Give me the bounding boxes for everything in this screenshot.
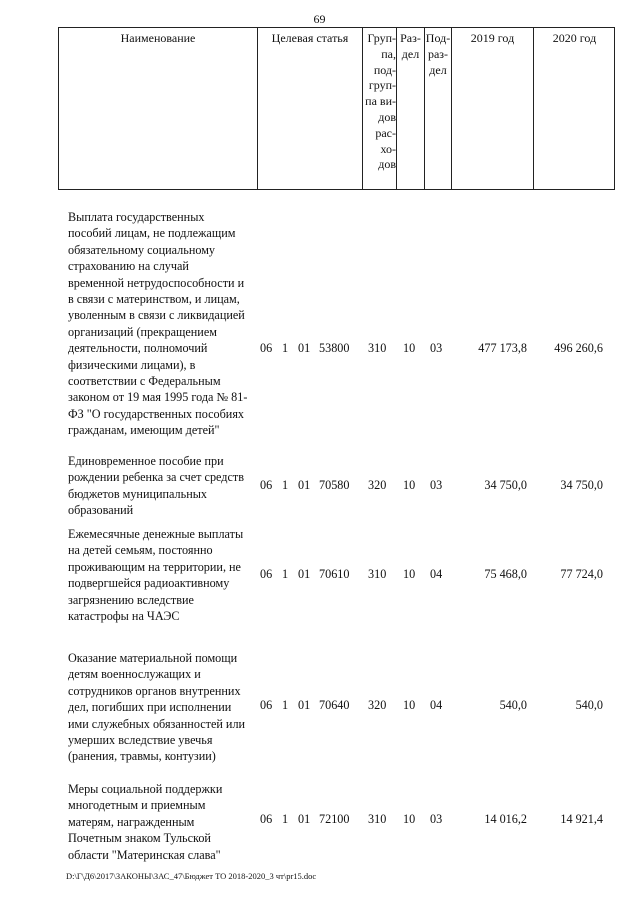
header-group-line: Груп- [367, 31, 396, 45]
row-name-line: рождении ребенка за счет средств [68, 470, 244, 485]
row-name [68, 526, 253, 624]
row-name-line: умерших вследствие увечья [68, 733, 213, 748]
row-name-line: организаций (прекращением [68, 324, 217, 339]
row-name-line: пособий лицам, не подлежащим [68, 226, 236, 241]
row-name-line: многодетным и приемным [68, 798, 206, 813]
row-name-line: подвергшейся радиоактивному [68, 576, 230, 591]
row-name-line: бюджетов муниципальных [68, 486, 207, 501]
header-subsection-line: дел [429, 62, 447, 77]
header-group-line: па ви- [365, 94, 396, 109]
amount-2020: 14 921,4 [560, 812, 603, 826]
header-target-article: Целевая статья [271, 31, 349, 45]
amount-2019: 34 750,0 [484, 478, 527, 492]
section: 10 [403, 478, 416, 492]
row-name-line: уволенным в связи с ликвидацией [68, 308, 245, 323]
target-article-program: 06 [260, 567, 273, 581]
row-name-line: Единовременное пособие при [68, 454, 224, 468]
header-group-line: груп- [368, 78, 396, 93]
target-article-code: 53800 [319, 341, 350, 355]
section: 10 [403, 341, 416, 355]
row-name-line: загрязнению вследствие [68, 592, 194, 607]
amount-2020: 77 724,0 [560, 567, 603, 581]
row-name-line: катастрофы на ЧАЭС [68, 609, 180, 624]
header-name: Наименование [120, 31, 196, 45]
header-2020: 2020 год [552, 31, 597, 45]
section: 10 [403, 698, 416, 712]
row-name-line: Выплата государственных [68, 210, 205, 224]
header-section-line: дел [401, 46, 420, 61]
header-section-line: Раз- [400, 31, 421, 45]
header-group-line: па, [381, 46, 396, 61]
target-article-subprogram: 1 [282, 341, 289, 355]
header-group-line: хо- [380, 141, 396, 156]
row-name-line: ФЗ "О государственных пособиях [68, 406, 245, 421]
section: 10 [403, 812, 416, 826]
header-2019: 2019 год [470, 31, 515, 45]
target-article-program: 06 [260, 341, 273, 355]
target-article-program: 06 [260, 698, 273, 712]
header-group-line: рас- [375, 125, 396, 140]
row-name-line: проживающим на территории, не [68, 559, 241, 574]
amount-2019: 75 468,0 [484, 567, 527, 581]
row-name-line: образований [68, 503, 134, 518]
amount-2020: 34 750,0 [560, 478, 603, 492]
target-article-event: 01 [298, 812, 311, 826]
amount-2019: 477 173,8 [478, 341, 527, 355]
row-name-line: Меры социальной поддержки [68, 782, 223, 796]
target-article-subprogram: 1 [282, 698, 289, 712]
row-name-line: на детей семьям, постоянно [68, 543, 213, 558]
target-article-subprogram: 1 [282, 812, 289, 826]
row-name-line: физическими лицами), в [68, 357, 196, 372]
header-group [363, 31, 396, 173]
header-group-line: дов [378, 109, 396, 124]
subsection: 04 [430, 698, 443, 712]
header-divider [451, 28, 452, 189]
row-name-line: в связи с материнством, и лицам, [68, 292, 240, 307]
target-article-program: 06 [260, 478, 273, 492]
table-header [58, 27, 615, 190]
row-name-line: законом от 19 мая 1995 года № 81- [68, 390, 248, 405]
target-article-event: 01 [298, 698, 311, 712]
target-article-event: 01 [298, 478, 311, 492]
expense-group: 320 [368, 698, 387, 712]
page-number: 69 [313, 12, 326, 26]
file-path-footer: D:\Г\Д6\2017\ЗАКОНЫ\ЗАС_47\Бюджет ТО 2018-2020_3 чт\pr15.doc [66, 871, 317, 881]
header-group-line: под- [373, 62, 396, 77]
target-article-code: 70580 [319, 478, 350, 492]
row-name-line: (ранения, травмы, контузии) [68, 749, 216, 764]
row-name [68, 209, 253, 439]
header-subsection-line: раз- [427, 46, 449, 61]
target-article-event: 01 [298, 341, 311, 355]
row-name-line: временной нетрудоспособности и [68, 275, 245, 290]
target-article-code: 72100 [319, 812, 350, 826]
subsection: 03 [430, 812, 443, 826]
expense-group: 310 [368, 812, 387, 826]
row-name [68, 781, 253, 863]
amount-2019: 14 016,2 [484, 812, 527, 826]
row-name-line: обязательному социальному [68, 242, 216, 257]
row-name-line: деятельности, полномочий [68, 341, 208, 356]
amount-2020: 540,0 [575, 698, 603, 712]
expense-group: 310 [368, 567, 387, 581]
target-article-program: 06 [260, 812, 273, 826]
header-section [397, 31, 424, 63]
subsection: 03 [430, 341, 443, 355]
row-name [68, 453, 253, 519]
header-divider [257, 28, 258, 189]
subsection: 04 [430, 567, 443, 581]
row-name-line: соответствии с Федеральным [68, 374, 221, 389]
row-name [68, 650, 253, 765]
expense-group: 320 [368, 478, 387, 492]
amount-2019: 540,0 [499, 698, 527, 712]
expense-group: 310 [368, 341, 387, 355]
target-article-code: 70640 [319, 698, 350, 712]
row-name-line: ими служебных обязанностей или [68, 716, 246, 731]
row-name-line: гражданам, имеющим детей" [68, 423, 220, 438]
row-name-line: матерям, награжденным [68, 814, 195, 829]
row-name-line: Оказание материальной помощи [68, 651, 238, 665]
amount-2020: 496 260,6 [554, 341, 603, 355]
target-article-code: 70610 [319, 567, 350, 581]
target-article-subprogram: 1 [282, 478, 289, 492]
row-name-line: сотрудников органов внутренних [68, 683, 241, 698]
subsection: 03 [430, 478, 443, 492]
section: 10 [403, 567, 416, 581]
header-group-line: дов [378, 157, 396, 172]
target-article-subprogram: 1 [282, 567, 289, 581]
row-name-line: страхованию на случай [68, 259, 189, 274]
header-subsection [425, 31, 451, 78]
header-subsection-line: Под- [425, 31, 451, 45]
target-article-event: 01 [298, 567, 311, 581]
row-name-line: Ежемесячные денежные выплаты [68, 527, 244, 541]
row-name-line: области "Материнская слава" [68, 847, 221, 862]
row-name-line: дел, погибших при исполнении [68, 700, 232, 715]
row-name-line: Почетным знаком Тульской [68, 831, 211, 846]
header-divider [533, 28, 534, 189]
row-name-line: детям военнослужащих и [68, 667, 201, 682]
